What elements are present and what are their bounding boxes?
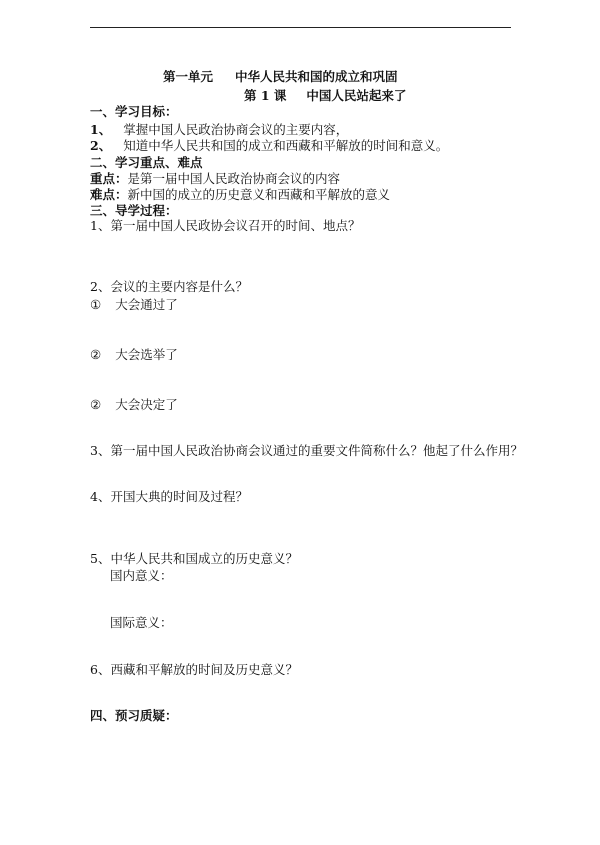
goal-2-text: 知道中华人民共和国的成立和西藏和平解放的时间和意义。 xyxy=(123,138,449,153)
question-3: 3、第一届中国人民政治协商会议通过的重要文件简称什么？他起了什么作用？ xyxy=(90,443,523,458)
focus-text: 是第一届中国人民政治协商会议的内容 xyxy=(127,171,341,186)
domestic-significance-label: 国内意义： xyxy=(110,568,173,583)
item-3-text: 大会决定了 xyxy=(115,397,178,412)
top-rule xyxy=(90,27,511,28)
item-1-mark: ① xyxy=(90,297,102,312)
focus-line xyxy=(90,171,340,187)
unit-heading xyxy=(163,69,398,85)
item-1-text: 大会通过了 xyxy=(115,297,178,312)
preview-heading: 四、预习质疑： xyxy=(90,708,178,723)
item-2-text: 大会选举了 xyxy=(115,347,178,362)
question-4: 4、开国大典的时间及过程？ xyxy=(90,489,248,504)
question-2-item-1 xyxy=(90,297,178,313)
item-2-mark: ② xyxy=(90,347,102,362)
question-2: 2、会议的主要内容是什么？ xyxy=(90,279,248,294)
goal-1 xyxy=(90,122,348,138)
unit-label: 第一单元 xyxy=(163,69,214,84)
goals-heading: 一、学习目标： xyxy=(90,104,178,119)
focus-label: 重点： xyxy=(90,171,128,186)
lesson-title: 中国人民站起来了 xyxy=(306,88,407,103)
difficulty-label: 难点： xyxy=(90,187,128,202)
process-heading: 三、导学过程： xyxy=(90,203,178,218)
international-significance-label: 国际意义： xyxy=(110,615,173,630)
focus-heading: 二、学习重点、难点 xyxy=(90,155,203,170)
lesson-heading xyxy=(244,88,406,104)
question-5: 5、中华人民共和国成立的历史意义？ xyxy=(90,551,298,566)
item-3-mark: ② xyxy=(90,397,102,412)
question-2-item-2 xyxy=(90,347,178,363)
unit-title: 中华人民共和国的成立和巩固 xyxy=(235,69,398,84)
goal-2 xyxy=(90,138,448,154)
question-1: 1、第一届中国人民政协会议召开的时间、地点？ xyxy=(90,218,361,233)
goal-2-number: 2、 xyxy=(90,138,112,153)
question-6: 6、西藏和平解放的时间及历史意义？ xyxy=(90,662,298,677)
lesson-label: 第 1 课 xyxy=(244,88,287,103)
difficulty-line xyxy=(90,187,390,203)
question-2-item-3 xyxy=(90,397,178,413)
difficulty-text: 新中国的成立的历史意义和西藏和平解放的意义 xyxy=(127,187,391,202)
goal-1-text: 掌握中国人民政治协商会议的主要内容， xyxy=(123,122,349,137)
goal-1-number: 1、 xyxy=(90,122,112,137)
